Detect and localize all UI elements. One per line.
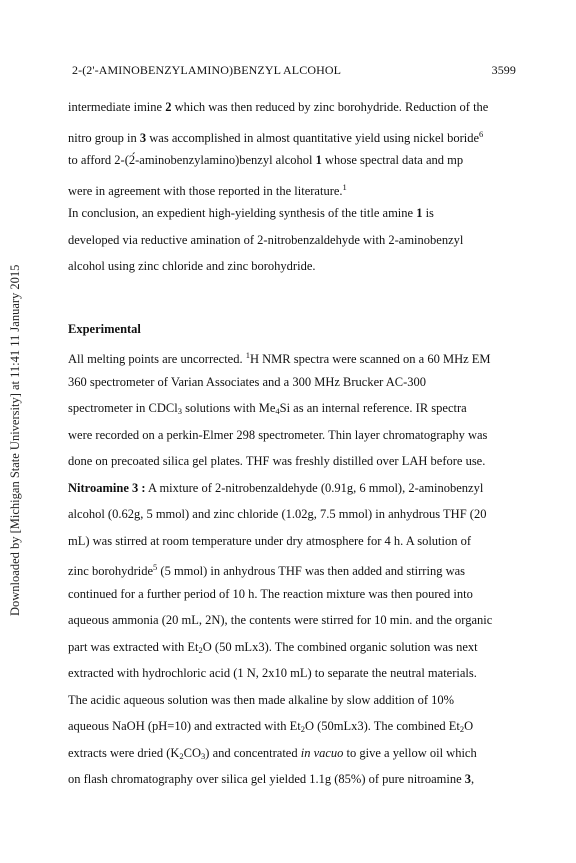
text-line: In conclusion, an expedient high-yielding synthesis of the title amine 1 is (68, 206, 434, 220)
text-line: part was extracted with $Et_2O$ (50 mLx3). The combined organic solution was next (68, 639, 478, 655)
text-line: Nitroamine 3 : A mixture of 2-nitrobenzaldehyde (0.91g, 6 mmol), 2-aminobenzyl (68, 480, 484, 495)
text-line: continued for a further period of 10 h. The reaction mixture was then poured into (68, 586, 473, 601)
page-number: 3599 (491, 63, 516, 77)
text-line: mL) was stirred at room temperature under dry atmosphere for 4 h. A solution of (68, 533, 472, 548)
text-line: All melting points are uncorrected. $^1$H NMR spectra were scanned on a 60 MHz EM (68, 350, 491, 366)
text-line: to afford 2-(2́-aminobenzylamino)benzyl alcohol 1 whose spectral data and mp (68, 153, 464, 167)
text-line: nitro group in 3 was accomplished in almost quantitative yield using nickel boride$^6$ (68, 128, 484, 145)
download-notice: Downloaded by [Michigan State University] at 11:41 11 January 2015 (8, 264, 22, 616)
text-line: zinc borohydride$^5$ (5 mmol) in anhydrous THF was then added and stirring was (68, 562, 466, 578)
running-title: 2-(2'-AMINOBENZYLAMINO)BENZYL ALCOHOL (72, 63, 342, 77)
paragraph-2 (68, 200, 520, 280)
experimental-section (68, 342, 520, 793)
text-line: spectrometer in CDCl$_3$ solutions with $Me_4Si$ as an internal reference. IR spectra (68, 401, 467, 416)
text-line: developed via reductive amination of 2-nitrobenzaldehyde with 2-aminobenzyl (68, 232, 464, 247)
text-line: alcohol (0.62g, 5 mmol) and zinc chloride (1.02g, 7.5 mmol) in anhydrous THF (20 (68, 507, 487, 521)
paragraph-1 (68, 94, 520, 200)
text-line: extracted with hydrochloric acid (1 N, 2x10 mL) to separate the neutral materials. (68, 666, 477, 680)
text-line: extracts were dried $(K_2CO_3)$ and concentrated in vacuo to give a yellow oil which (68, 745, 477, 761)
text-line: on flash chromatography over silica gel yielded 1.1g (85%) of pure nitroamine 3, (68, 772, 475, 786)
text-line: were recorded on a perkin-Elmer 298 spectrometer. Thin layer chromatography was (68, 427, 488, 442)
text-line: aqueous ammonia (20 mL, 2N), the contents were stirred for 10 min. and the organic (68, 613, 493, 627)
text-line: The acidic aqueous solution was then made alkaline by slow addition of 10% (68, 692, 455, 707)
text-line: 360 spectrometer of Varian Associates and a 300 MHz Brucker AC-300 (68, 374, 427, 389)
section-heading: Experimental (68, 321, 141, 336)
text-line: done on precoated silica gel plates. THF was freshly distilled over LAH before use. (68, 454, 486, 468)
text-line: aqueous NaOH (pH=10) and extracted with $Et_2O$ (50mLx3). The combined $Et_2O$ (68, 719, 474, 734)
page-body (68, 94, 520, 793)
text-line: intermediate imine 2 which was then reduced by zinc borohydride. Reduction of the (68, 100, 489, 114)
download-watermark (8, 264, 24, 631)
text-line: alcohol using zinc chloride and zinc borohydride. (68, 259, 316, 273)
text-line: were in agreement with those reported in the literature.$^1$ (68, 181, 347, 198)
